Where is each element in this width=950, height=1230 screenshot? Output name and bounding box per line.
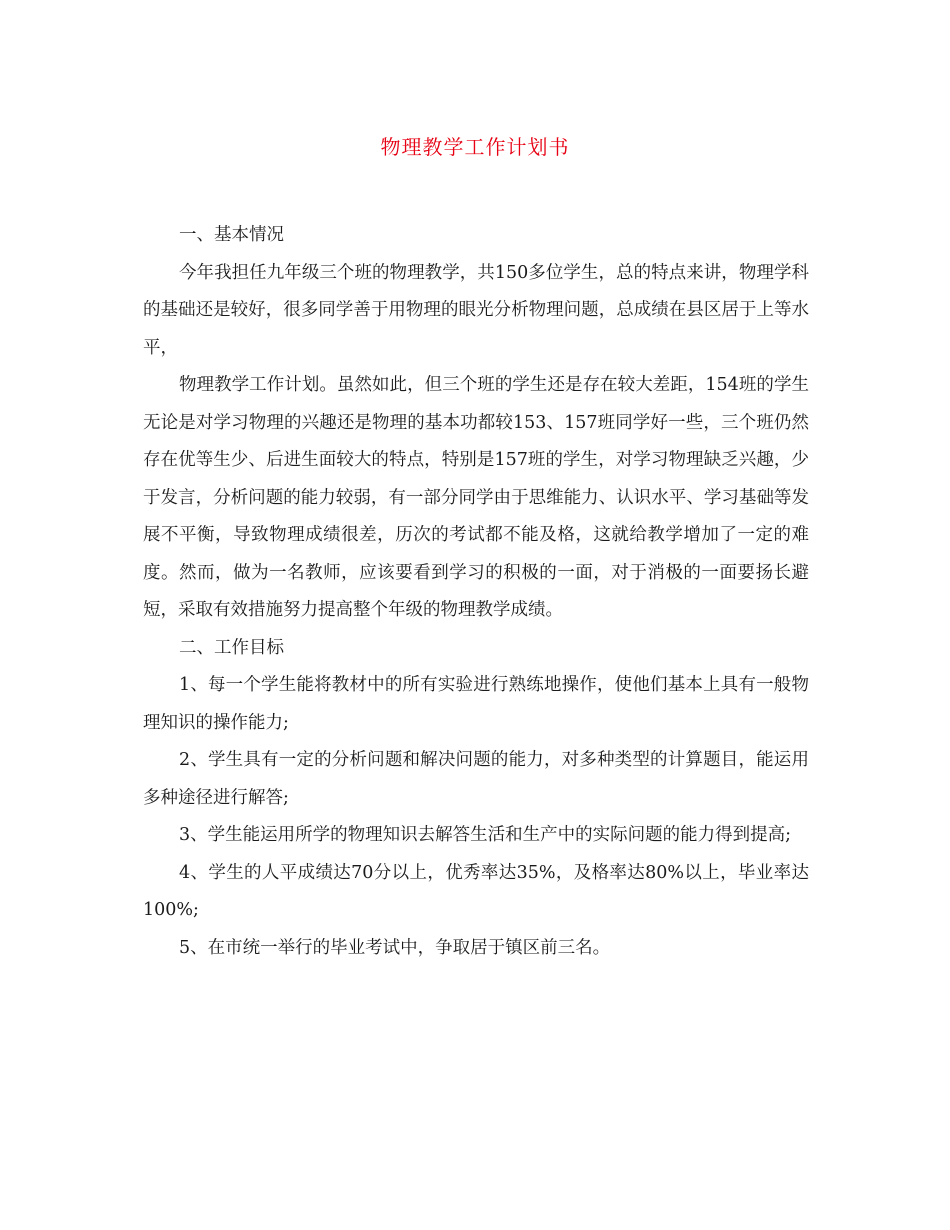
goal-item-3: 3、学生能运用所学的物理知识去解答生活和生产中的实际问题的能力得到提高; [179,825,792,845]
goal-item-4: 4、学生的人平成绩达70分以上，优秀率达35%，及格率达80%以上，毕业率达100%; [143,862,809,920]
body-paragraph: 今年我担任九年级三个班的物理教学，共150多位学生，总的特点来讲，物理学科的基础还是较好，很多同学善于用物理的眼光分析物理问题，总成绩在县区居于上等水平， [143,262,809,358]
goal-item-2: 2、学生具有一定的分析问题和解决问题的能力，对多种类型的计算题目，能运用多种途径进行解答; [143,750,809,808]
body-paragraph: 物理教学工作计划。虽然如此，但三个班的学生还是存在较大差距，154班的学生无论是对学习物理的兴趣还是物理的基本功都较153、157班同学好一些，三个班仍然存在优等生少、后进生面较大的特点，特别是157班的学生，对学习物理缺乏兴趣，少于发言，分析问题的能力较弱，有一部分同学由于思维能力、认识水平、学习基础等发展不平衡，导致物理成绩很差，历次的考试都不能及格，这就给教学增加了一定的难度。然而，做为一名教师，应该要看到学习的积极的一面，对于消极的一面要扬长避短，采取有效措施努力提高整个年级的物理教学成绩。 [143,375,809,620]
section-heading-work-goals: 二、工作目标 [179,637,284,658]
goal-item-1: 1、每一个学生能将教材中的所有实验进行熟练地操作，使他们基本上具有一般物理知识的操作能力; [143,675,809,733]
section-heading-basic-situation: 一、基本情况 [179,225,284,245]
document-body [143,217,809,967]
document-title: 物理教学工作计划书 [380,135,570,159]
goal-item-5: 5、在市统一举行的毕业考试中，争取居于镇区前三名。 [179,937,611,958]
